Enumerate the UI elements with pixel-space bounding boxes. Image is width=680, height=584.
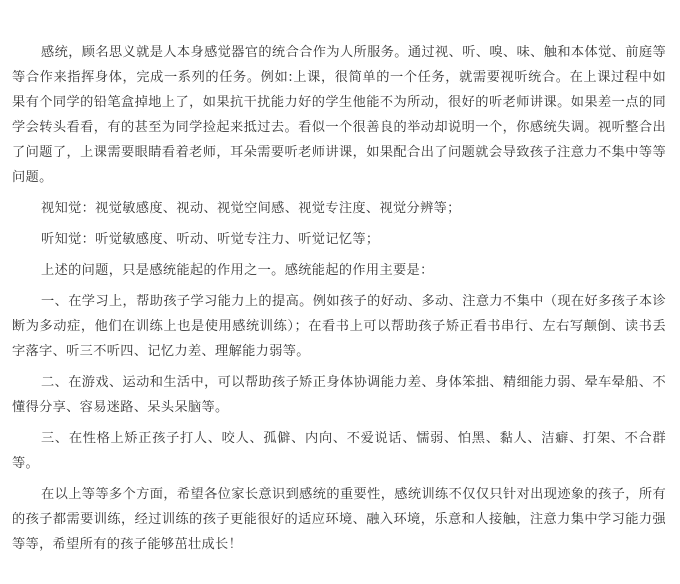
function-daily-life-paragraph: 二、在游戏、运动和生活中，可以帮助孩子矫正身体协调能力差、身体笨拙、精细能力弱、晕车晕船、不懂得分享、容易迷路、呆头呆脑等。 bbox=[12, 375, 666, 415]
intro-paragraph: 感统，顾名思义就是人本身感觉器官的统合合作为人所服务。通过视、听、嗅、味、触和本体觉、前庭等等合作来指挥身体，完成一系列的任务。例如:上课，很简单的一个任务，就需要视听统合。在上课过程中如果有个同学的铅笔盒掉地上了，如果抗干扰能力好的学生他能不为所动，很好的听老师讲课。如果差一点的同学会转头看看，有的甚至为同学捡起来抵过去。看似一个很善良的举动却说明一个，你感统失调。视听整合出了问题了，上课需要眼睛看着老师，耳朵需要听老师讲课，如果配合出了问题就会导致孩子注意力不集中等等问题。 bbox=[12, 45, 666, 185]
function-personality-paragraph: 三、在性格上矫正孩子打人、咬人、孤僻、内向、不爱说话、懦弱、怕黑、黏人、洁癖、打架、不合群等。 bbox=[12, 431, 666, 471]
conclusion-paragraph: 在以上等等多个方面，希望各位家长意识到感统的重要性，感统训练不仅仅只针对出现迹象的孩子，所有的孩子都需要训练，经过训练的孩子更能很好的适应环境、融入环境，乐意和人接触，注意力集中学习能力强等等，希望所有的孩子能够茁壮成长！ bbox=[12, 487, 666, 552]
auditory-perception-line: 听知觉：听觉敏感度、听动、听觉专注力、听觉记忆等； bbox=[41, 232, 380, 247]
function-learning-paragraph: 一、在学习上，帮助孩子学习能力上的提高。例如孩子的好动、多动、注意力不集中（现在好多孩子本诊断为多动症，他们在训练上也是使用感统训练）；在看书上可以帮助孩子矫正看书串行、左右写颠倒、读书丢字落字、听三不听四、记忆力差、理解能力弱等。 bbox=[12, 294, 666, 359]
visual-perception-line: 视知觉：视觉敏感度、视动、视觉空间感、视觉专注度、视觉分辨等； bbox=[41, 201, 461, 216]
functions-lead-in: 上述的问题，只是感统能起的作用之一。感统能起的作用主要是： bbox=[41, 263, 434, 278]
